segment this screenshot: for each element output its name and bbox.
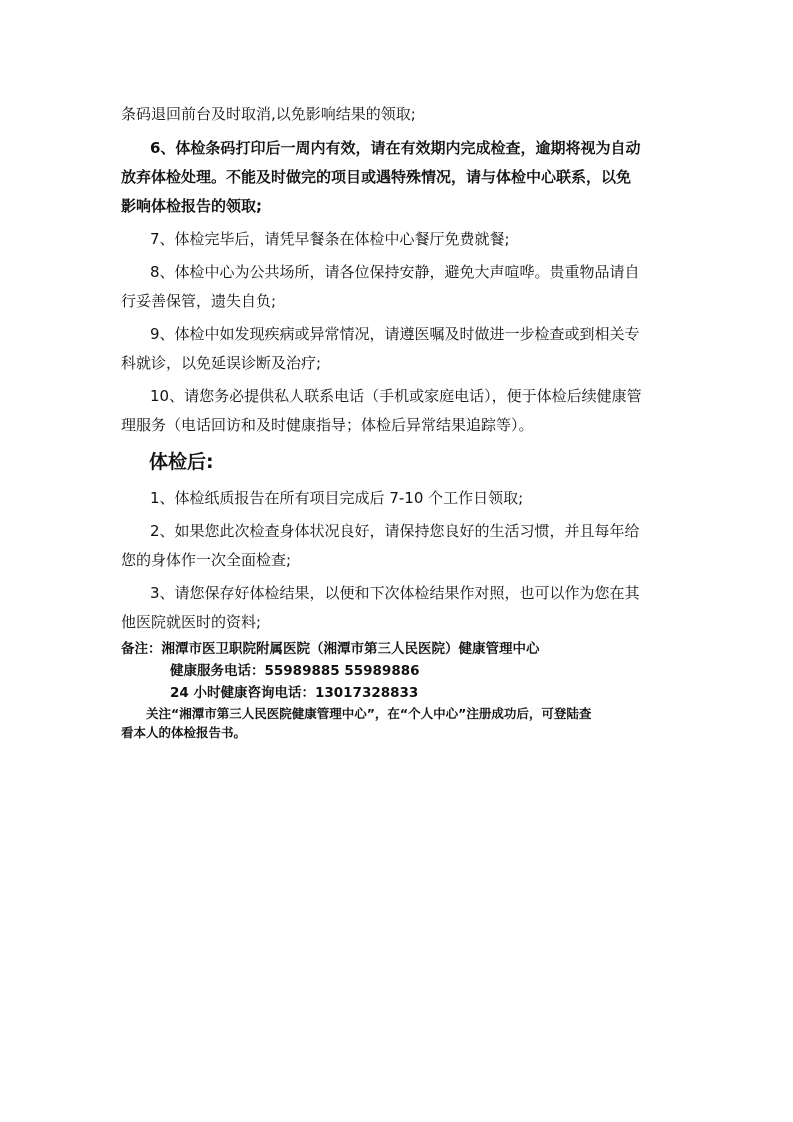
notice-item-10: 10、请您务必提供私人联系电话（手机或家庭电话），便于体检后续健康管 <box>150 387 642 405</box>
hotline-phone: 24 小时健康咨询电话：13017328833 <box>170 685 419 701</box>
notice-item-8-cont: 行妥善保管，遗失自负; <box>121 292 277 310</box>
notice-item-6-cont: 影响体检报告的领取; <box>121 197 262 215</box>
after-item-2: 2、如果您此次检查身体状况良好，请保持您良好的生活习惯，并且每年给 <box>150 522 640 540</box>
after-item-3: 3、请您保存好体检结果，以便和下次体检结果作对照，也可以作为您在其 <box>150 584 640 602</box>
after-item-2-cont: 您的身体作一次全面检查; <box>121 551 292 569</box>
after-item-3-cont: 他医院就医时的资料; <box>121 613 262 631</box>
remark-line: 备注：湘潭市医卫职院附属医院（湘潭市第三人民医院）健康管理中心 <box>121 641 540 657</box>
notice-item-7: 7、体检完毕后，请凭早餐条在体检中心餐厅免费就餐; <box>150 230 510 248</box>
notice-item-9-cont: 科就诊，以免延误诊断及治疗; <box>121 354 322 372</box>
notice-item-10-cont: 理服务（电话回访和及时健康指导；体检后异常结果追踪等）。 <box>121 416 534 434</box>
section-heading: 体检后: <box>149 451 214 473</box>
text-line: 条码退回前台及时取消,以免影响结果的领取; <box>121 105 416 123</box>
notice-item-9: 9、体检中如发现疾病或异常情况，请遵医嘱及时做进一步检查或到相关专 <box>150 325 640 343</box>
follow-note-cont: 看本人的体检报告书。 <box>121 725 247 740</box>
notice-item-6: 6、体检条码打印后一周内有效，请在有效期内完成检查，逾期将视为自动 <box>150 139 641 157</box>
service-phone: 健康服务电话：55989885 55989886 <box>170 663 420 679</box>
after-item-1: 1、体检纸质报告在所有项目完成后 7-10 个工作日领取; <box>150 489 524 507</box>
notice-item-6-cont: 放弃体检处理。不能及时做完的项目或遇特殊情况，请与体检中心联系，以免 <box>121 168 632 186</box>
follow-note: 关注“湘潭市第三人民医院健康管理中心”，在“个人中心”注册成功后，可登陆查 <box>146 706 592 721</box>
notice-item-8: 8、体检中心为公共场所，请各位保持安静，避免大声喧哗。贵重物品请自 <box>150 263 640 281</box>
